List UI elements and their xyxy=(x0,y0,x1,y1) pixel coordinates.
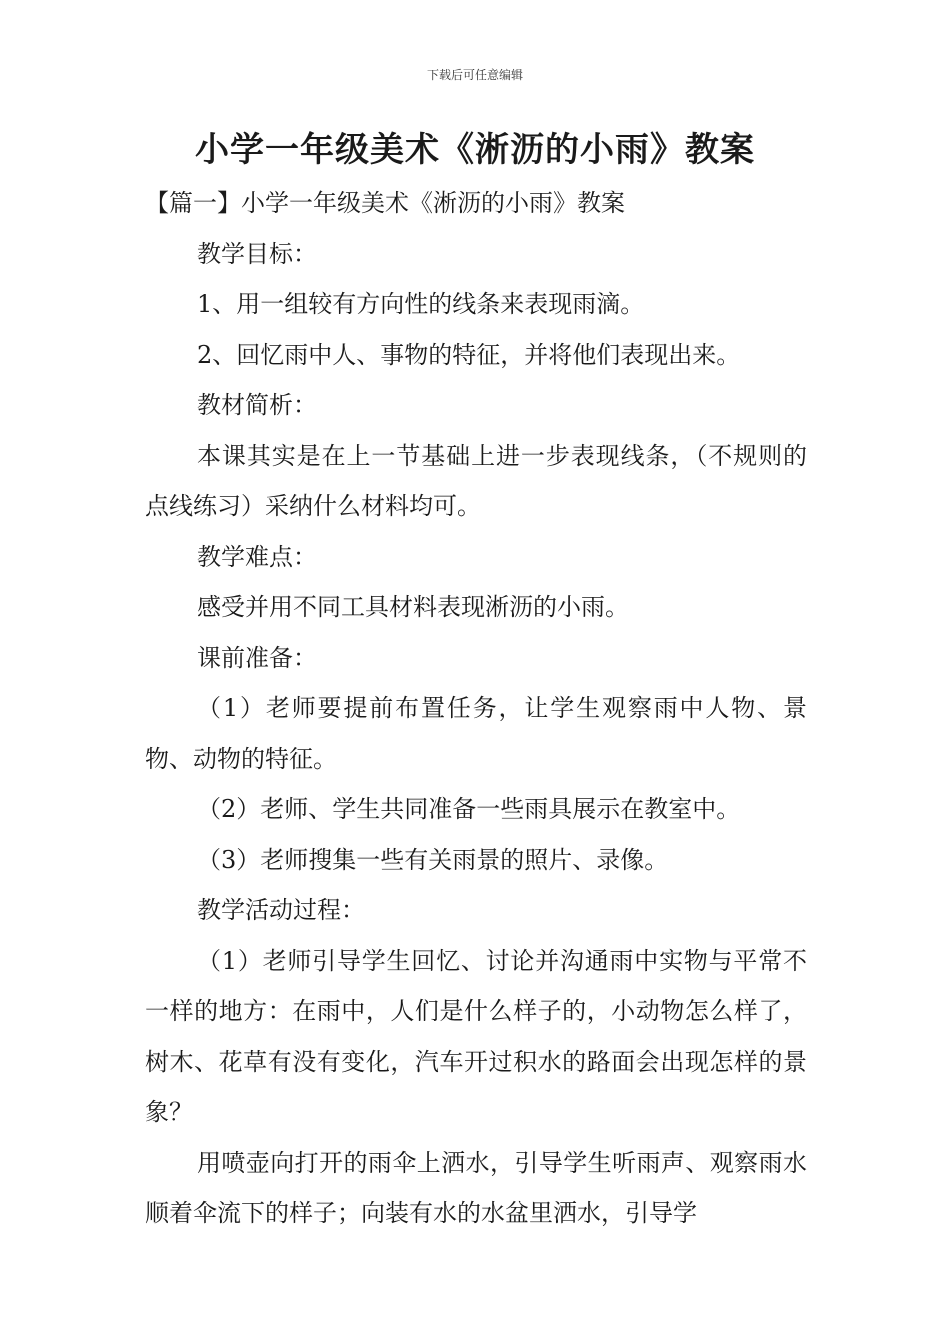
paragraph: 1、用一组较有方向性的线条来表现雨滴。 xyxy=(197,290,645,318)
paragraph: （2）老师、学生共同准备一些雨具展示在教室中。 xyxy=(197,795,741,823)
header-note: 下载后可任意编辑 xyxy=(426,68,523,82)
paragraph: 教学难点： xyxy=(197,542,317,571)
paragraph: （1）老师引导学生回忆、讨论并沟通雨中实物与平常不一样的地方：在雨中，人们是什么样子的，小动物怎么样了，树木、花草有没有变化，汽车开过积水的路面会出现怎样的景象？ xyxy=(145,946,807,1126)
paragraph: （3）老师搜集一些有关雨景的照片、录像。 xyxy=(197,845,669,874)
paragraph: 课前准备： xyxy=(197,643,317,672)
paragraph: 用喷壶向打开的雨伞上洒水，引导学生听雨声、观察雨水顺着伞流下的样子；向装有水的水盆里洒水，引导学 xyxy=(145,1148,807,1227)
document-title: 小学一年级美术《淅沥的小雨》教案 xyxy=(195,130,755,170)
paragraph: 感受并用不同工具材料表现淅沥的小雨。 xyxy=(197,593,629,621)
paragraph: 教学目标： xyxy=(197,239,317,268)
paragraph: 2、回忆雨中人、事物的特征，并将他们表现出来。 xyxy=(197,340,741,369)
paragraph: 本课其实是在上一节基础上进一步表现线条，（不规则的点线练习）采纳什么材料均可。 xyxy=(145,441,807,520)
paragraph: 教学活动过程： xyxy=(197,896,365,924)
paragraph: 教材简析： xyxy=(197,391,317,419)
section-heading: 【篇一】小学一年级美术《淅沥的小雨》教案 xyxy=(145,189,625,217)
document-body xyxy=(145,178,807,1239)
paragraph: （1）老师要提前布置任务，让学生观察雨中人物、景物、动物的特征。 xyxy=(145,694,807,773)
